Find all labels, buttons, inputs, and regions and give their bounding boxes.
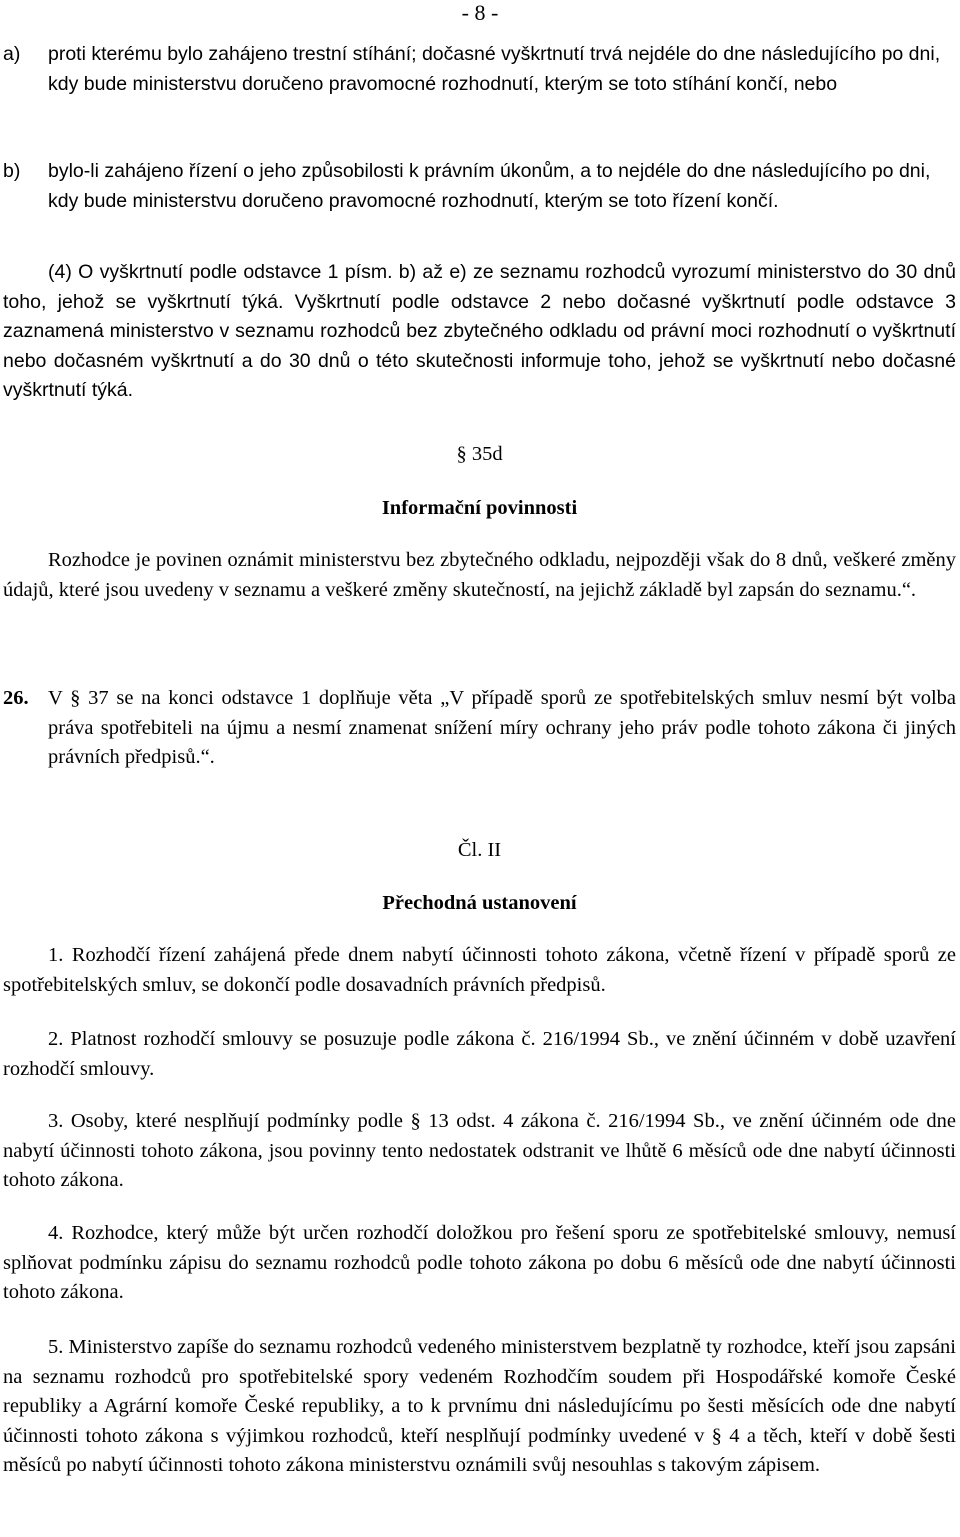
transitional-provision-3: 3. Osoby, které nesplňují podmínky podle § 13 odst. 4 zákona č. 216/1994 Sb., ve znění účinném ode dne nabytí účinnosti tohoto zákona, jsou povinny tento nedostatek odstranit ve lhůtě 6 měsíců ode dne nabytí účinnosti tohoto zákona. <box>3 1110 956 1191</box>
transitional-provision-2: 2. Platnost rozhodčí smlouvy se posuzuje podle zákona č. 216/1994 Sb., ve znění účinném v době uzavření rozhodčí smlouvy. <box>3 1028 956 1080</box>
paragraph-4: (4) O vyškrtnutí podle odstavce 1 písm. b) až e) ze seznamu rozhodců vyrozumí ministerstvo do 30 dnů toho, jehož se vyškrtnutí týká. Vyškrtnutí podle odstavce 2 nebo dočasné vyškrtnutí podle odstavce 3 zaznamená ministerstvo v seznamu rozhodců bez zbytečného odkladu od právní moci rozhodnutí o vyškrtnutí nebo dočasném vyškrtnutí a do 30 dnů o této skutečnosti informuje toho, jehož se vyškrtnutí nebo dočasné vyškrtnutí týká. <box>3 261 956 401</box>
list-item-text: proti kterému bylo zahájeno trestní stíhání; dočasné vyškrtnutí trvá nejdéle do dne následujícího po dni, kdy bude ministerstvu doručeno pravomocné rozhodnutí, kterým se toto stíhání končí, nebo <box>48 43 941 95</box>
list-item-b <box>3 157 956 216</box>
list-item-text: bylo-li zahájeno řízení o jeho způsobilosti k právním úkonům, a to nejdéle do dne následujícího po dni, kdy bude ministerstvu doručeno pravomocné rozhodnutí, kterým se toto řízení končí. <box>48 160 931 212</box>
page-number: - 8 - <box>461 0 499 25</box>
section-number: § 35d <box>456 443 503 465</box>
transitional-provision-1: 1. Rozhodčí řízení zahájená přede dnem nabytí účinnosti tohoto zákona, včetně řízení v případě sporů ze spotřebitelských smluv, se dokončí podle dosavadních právních předpisů. <box>3 944 956 996</box>
article-title: Přechodná ustanovení <box>382 892 577 914</box>
transitional-provision-5: 5. Ministerstvo zapíše do seznamu rozhodců vedeného ministerstvem bezplatně ty rozhodce, kteří jsou zapsáni na seznamu rozhodců pro spotřebitelské spory vedeném Rozhodčím soudem při Hospodářské komoře České republiky a Agrární komoře České republiky, a to k prvnímu dni následujícímu po šesti měsících ode dne nabytí účinnosti tohoto zákona s výjimkou rozhodců, kteří nesplňují podmínky uvedené v § 4 a těch, kteří v době šesti měsíců po nabytí účinnosti tohoto zákona ministerstvu oznámili svůj nesouhlas s takovým zápisem. <box>3 1336 956 1476</box>
point-text: V § 37 se na konci odstavce 1 doplňuje věta „V případě sporů ze spotřebitelských smluv nesmí být volba práva spotřebiteli na újmu a nesmí znamenat snížení míry ochrany jeho práv podle tohoto zákona či jiných právních předpisů.“. <box>48 687 956 768</box>
list-item-label: b) <box>3 160 21 182</box>
list-item-label: a) <box>3 43 21 65</box>
point-26 <box>3 684 956 773</box>
transitional-provision-4: 4. Rozhodce, který může být určen rozhodčí doložkou pro řešení sporu ze spotřebitelské smlouvy, nemusí splňovat podmínku zápisu do seznamu rozhodců podle tohoto zákona po dobu 6 měsíců ode dne nabytí účinnosti tohoto zákona. <box>3 1222 956 1303</box>
section-text: Rozhodce je povinen oznámit ministerstvu bez zbytečného odkladu, nejpozději však do 8 dnů, veškeré změny údajů, které jsou uvedeny v seznamu a veškeré změny skutečností, na jejichž základě byl zapsán do seznamu.“. <box>3 549 956 601</box>
article-number: Čl. II <box>457 839 502 861</box>
section-title: Informační povinnosti <box>381 497 578 519</box>
point-label: 26. <box>3 687 29 709</box>
list-item-a <box>3 40 956 99</box>
